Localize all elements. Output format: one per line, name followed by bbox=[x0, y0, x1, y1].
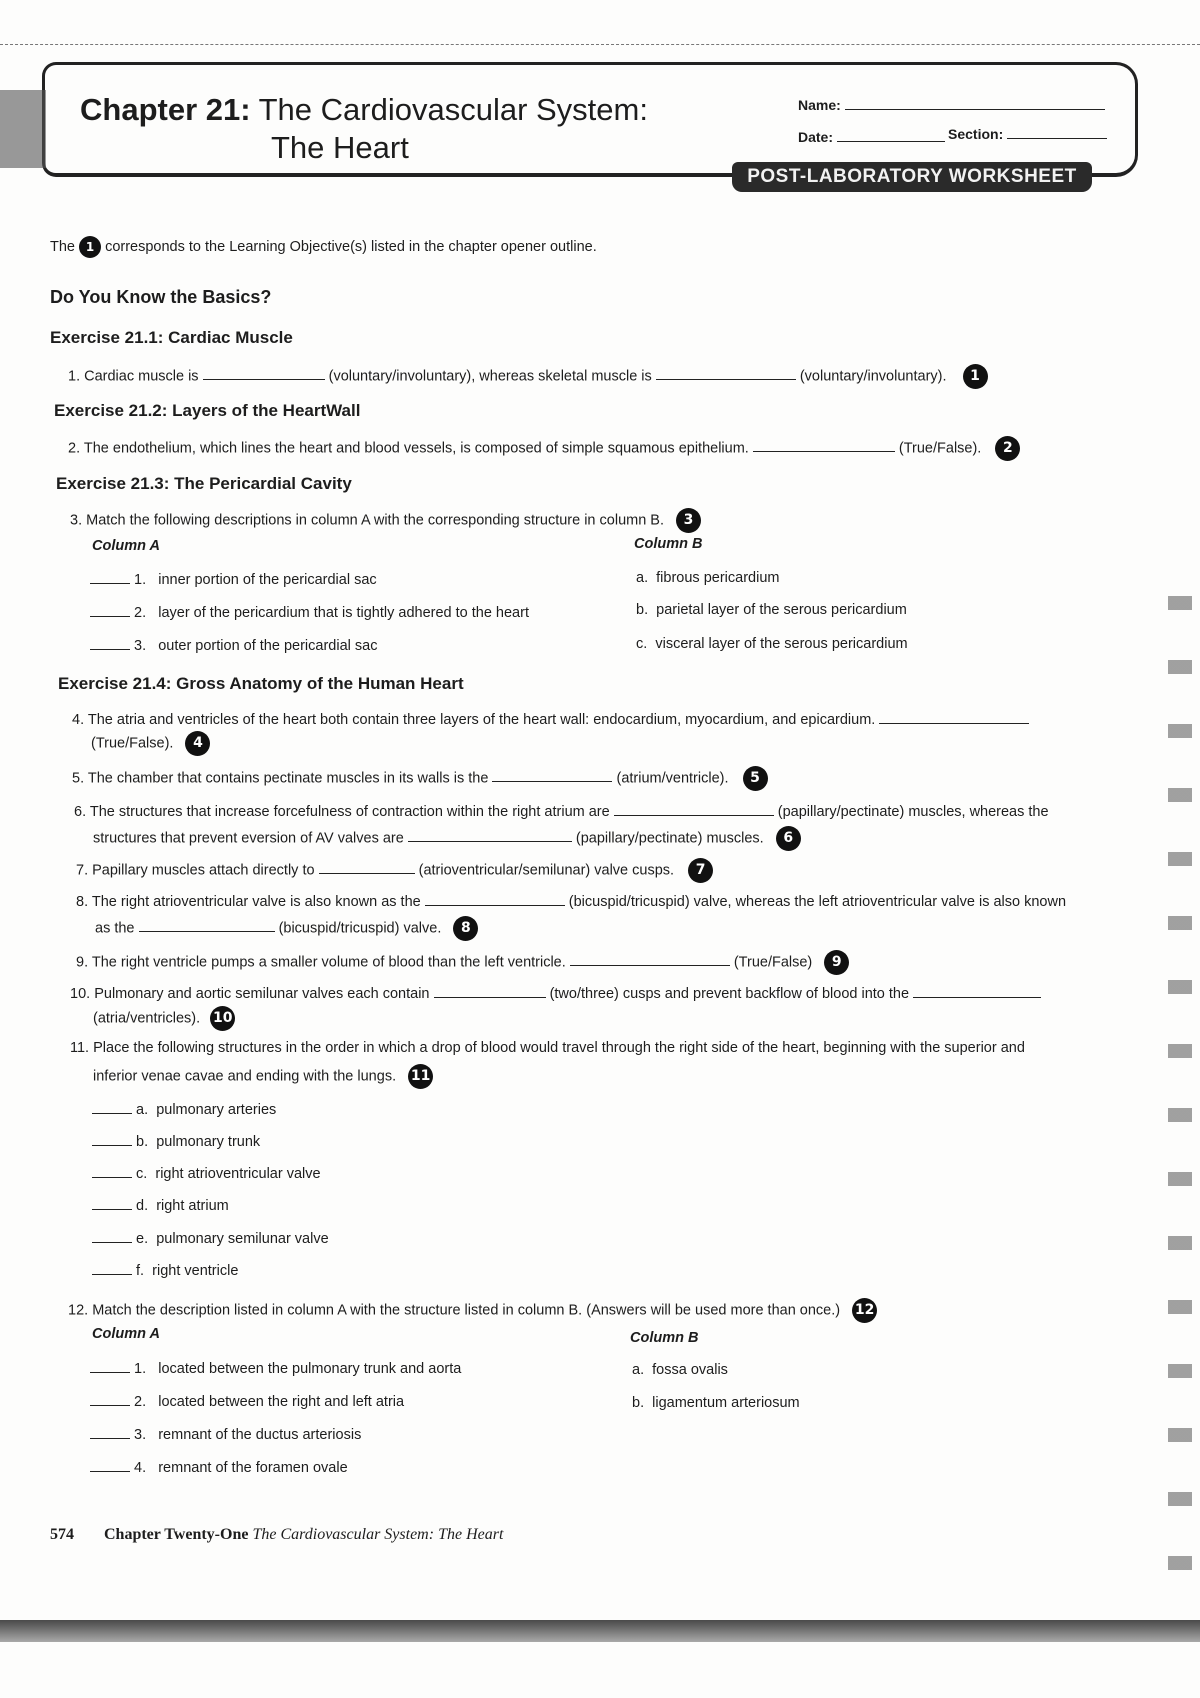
q10-text-c: (atria/ventricles). bbox=[93, 1010, 201, 1027]
q9-text-b: (True/False) bbox=[733, 954, 813, 971]
q11-letter-d: d. bbox=[136, 1198, 149, 1214]
q12-a-blank-4[interactable] bbox=[90, 1458, 130, 1472]
q9-line bbox=[76, 950, 849, 975]
q11-blank-b[interactable] bbox=[92, 1132, 132, 1146]
section-field[interactable] bbox=[948, 125, 1107, 142]
date-field[interactable] bbox=[798, 128, 945, 145]
q12-b-item-a bbox=[632, 1362, 728, 1378]
q10-blank-2[interactable] bbox=[913, 984, 1041, 998]
q11-number: 11. bbox=[70, 1040, 90, 1056]
objective-4-icon: 4 bbox=[185, 731, 210, 756]
q11-item-e bbox=[92, 1229, 329, 1247]
q3-b-item-c bbox=[636, 636, 908, 652]
q8-line2 bbox=[95, 916, 478, 941]
q12-a-blank-3[interactable] bbox=[90, 1425, 130, 1439]
q12-column-b-head: Column B bbox=[630, 1330, 699, 1346]
q12-a-num-3: 3. bbox=[134, 1427, 147, 1443]
q6-text-d: (papillary/pectinate) muscles. bbox=[575, 830, 764, 847]
q11-item-f bbox=[92, 1261, 238, 1279]
q7-number: 7. bbox=[76, 862, 89, 879]
q1-text-a: Cardiac muscle is bbox=[84, 368, 199, 385]
q10-number: 10. bbox=[70, 986, 91, 1002]
section-label: Section: bbox=[948, 126, 1004, 142]
q10-text-a: Pulmonary and aortic semilunar valves each contain bbox=[94, 986, 430, 1002]
objective-6-icon: 6 bbox=[776, 826, 801, 851]
q12-number: 12. bbox=[68, 1302, 89, 1319]
q1-number: 1. bbox=[68, 368, 81, 385]
name-field[interactable] bbox=[798, 96, 1105, 113]
q11-item-d bbox=[92, 1196, 229, 1214]
q12-b-text-b: ligamentum arteriosum bbox=[652, 1395, 800, 1411]
q8-text-a: The right atrioventricular valve is also known as the bbox=[91, 894, 421, 910]
q12-a-num-2: 2. bbox=[134, 1394, 147, 1410]
scan-bottom-edge bbox=[0, 1620, 1200, 1642]
q8-blank-1[interactable] bbox=[425, 892, 565, 906]
title-line1: The Cardiovascular System: bbox=[258, 92, 648, 127]
objective-marker-icon: 1 bbox=[79, 236, 101, 258]
q11-letter-c: c. bbox=[136, 1166, 148, 1182]
q11-letter-e: e. bbox=[136, 1231, 149, 1247]
q5-text-b: (atrium/ventricle). bbox=[616, 770, 729, 787]
q12-a-blank-1[interactable] bbox=[90, 1359, 130, 1373]
date-blank[interactable] bbox=[837, 128, 945, 142]
q5-number: 5. bbox=[72, 770, 85, 787]
objective-7-icon: 7 bbox=[688, 858, 713, 883]
q3-column-a-head: Column A bbox=[92, 538, 160, 554]
page-number: 574 bbox=[50, 1526, 74, 1543]
footer-title: The Cardiovascular System: The Heart bbox=[252, 1526, 504, 1543]
q12-column-a-head: Column A bbox=[92, 1326, 160, 1342]
q12-a-text-4: remnant of the foramen ovale bbox=[158, 1460, 348, 1476]
q3-text: Match the following descriptions in column A with the corresponding structure in column B. bbox=[86, 512, 665, 529]
q11-text-f-item: right ventricle bbox=[152, 1263, 239, 1279]
q12-a-item-4 bbox=[90, 1458, 348, 1476]
q3-line bbox=[70, 508, 701, 533]
q11-line1 bbox=[70, 1040, 1025, 1056]
q8-text-d: (bicuspid/tricuspid) valve. bbox=[278, 920, 442, 937]
name-label: Name: bbox=[798, 97, 841, 113]
name-blank[interactable] bbox=[845, 96, 1105, 110]
ex4-heading: Exercise 21.4: Gross Anatomy of the Human Heart bbox=[58, 674, 464, 693]
q3-b-item-a bbox=[636, 570, 779, 586]
q12-b-letter-a: a. bbox=[632, 1362, 645, 1378]
q10-text-b: (two/three) cusps and prevent backflow of blood into the bbox=[549, 986, 910, 1002]
q1-text-b: (voluntary/involuntary), whereas skeletal muscle is bbox=[328, 368, 652, 385]
q8-number: 8. bbox=[76, 894, 89, 910]
q11-letter-a: a. bbox=[136, 1102, 149, 1118]
q11-text-b-item: pulmonary trunk bbox=[156, 1134, 261, 1150]
q3-a-num-2: 2. bbox=[134, 605, 147, 621]
q7-text-b: (atrioventricular/semilunar) valve cusps. bbox=[418, 862, 675, 879]
q4-text-a: The atria and ventricles of the heart both contain three layers of the heart wall: endocardium, myocardium, and epicardium. bbox=[87, 712, 876, 728]
q3-b-letter-a: a. bbox=[636, 570, 649, 586]
ex1-heading: Exercise 21.1: Cardiac Muscle bbox=[50, 328, 293, 347]
q10-line1 bbox=[70, 984, 1041, 1002]
q3-a-blank-1[interactable] bbox=[90, 570, 130, 584]
q7-text-a: Papillary muscles attach directly to bbox=[92, 862, 315, 879]
q12-a-num-1: 1. bbox=[134, 1361, 147, 1377]
q11-text-a: Place the following structures in the order in which a drop of blood would travel through the right side of the heart, beginning with the superior and bbox=[93, 1040, 1025, 1056]
q2-text-a: The endothelium, which lines the heart and blood vessels, is composed of simple squamous epithelium. bbox=[83, 440, 749, 457]
intro-line bbox=[50, 236, 597, 258]
q4-text-b: (True/False). bbox=[91, 735, 174, 752]
q6-text-b: (papillary/pectinate) muscles, whereas the bbox=[777, 804, 1049, 820]
q11-item-a bbox=[92, 1100, 276, 1118]
q11-line2 bbox=[93, 1064, 433, 1089]
q12-a-text-1: located between the pulmonary trunk and aorta bbox=[158, 1361, 462, 1377]
q5-blank[interactable] bbox=[492, 768, 612, 782]
q11-text-c-item: right atrioventricular valve bbox=[155, 1166, 321, 1182]
q12-line bbox=[68, 1298, 877, 1323]
q3-a-blank-2[interactable] bbox=[90, 603, 130, 617]
q3-b-text-c: visceral layer of the serous pericardium bbox=[655, 636, 908, 652]
q11-text-d-item: right atrium bbox=[156, 1198, 229, 1214]
q11-blank-d[interactable] bbox=[92, 1196, 132, 1210]
q3-a-text-3: outer portion of the pericardial sac bbox=[158, 638, 378, 654]
q9-blank[interactable] bbox=[570, 952, 730, 966]
objective-1-icon: 1 bbox=[963, 364, 988, 389]
q10-line2 bbox=[93, 1006, 235, 1031]
q12-a-num-4: 4. bbox=[134, 1460, 147, 1476]
q11-letter-b: b. bbox=[136, 1134, 149, 1150]
q6-line1 bbox=[74, 802, 1049, 820]
intro-pre: The bbox=[50, 238, 75, 255]
q8-text-c: as the bbox=[95, 920, 135, 937]
q2-line bbox=[68, 436, 1020, 461]
q12-text: Match the description listed in column A with the structure listed in column B. (Answers will be used more than once.) bbox=[92, 1302, 841, 1319]
objective-11-icon: 11 bbox=[408, 1064, 433, 1089]
chapter-label: Chapter 21: bbox=[80, 92, 251, 127]
q3-a-blank-3[interactable] bbox=[90, 636, 130, 650]
objective-8-icon: 8 bbox=[453, 916, 478, 941]
q3-b-item-b bbox=[636, 602, 907, 618]
scan-top-edge bbox=[0, 44, 1200, 47]
q3-b-letter-b: b. bbox=[636, 602, 649, 618]
q11-blank-f[interactable] bbox=[92, 1261, 132, 1275]
q4-line2 bbox=[91, 731, 210, 756]
objective-3-icon: 3 bbox=[676, 508, 701, 533]
q3-number: 3. bbox=[70, 512, 83, 529]
q3-b-text-b: parietal layer of the serous pericardium bbox=[656, 602, 907, 618]
q12-b-item-b bbox=[632, 1395, 800, 1411]
objective-10-icon: 10 bbox=[210, 1006, 235, 1031]
q5-line bbox=[72, 766, 768, 791]
q11-item-c bbox=[92, 1164, 321, 1182]
q2-blank[interactable] bbox=[753, 438, 895, 452]
objective-2-icon: 2 bbox=[995, 436, 1020, 461]
q10-blank-1[interactable] bbox=[434, 984, 546, 998]
q8-blank-2[interactable] bbox=[139, 918, 275, 932]
intro-post: corresponds to the Learning Objective(s) listed in the chapter opener outline. bbox=[105, 238, 597, 255]
title-line2: The Heart bbox=[271, 130, 409, 165]
q12-a-text-2: located between the right and left atria bbox=[158, 1394, 405, 1410]
q6-number: 6. bbox=[74, 804, 87, 820]
q11-blank-e[interactable] bbox=[92, 1229, 132, 1243]
q12-a-text-3: remnant of the ductus arteriosis bbox=[158, 1427, 362, 1443]
q11-text-a-item: pulmonary arteries bbox=[156, 1102, 277, 1118]
q6-text-c: structures that prevent eversion of AV valves are bbox=[93, 830, 404, 847]
q12-a-blank-2[interactable] bbox=[90, 1392, 130, 1406]
q5-text-a: The chamber that contains pectinate muscles in its walls is the bbox=[87, 770, 489, 787]
q6-blank-1[interactable] bbox=[614, 802, 774, 816]
q12-a-item-3 bbox=[90, 1425, 361, 1443]
q1-text-c: (voluntary/involuntary). bbox=[799, 368, 947, 385]
q7-blank[interactable] bbox=[319, 860, 415, 874]
q11-blank-c[interactable] bbox=[92, 1164, 132, 1178]
worksheet-badge: POST-LABORATORY WORKSHEET bbox=[732, 162, 1092, 192]
q11-text-e-item: pulmonary semilunar valve bbox=[156, 1231, 329, 1247]
footer-chapter: Chapter Twenty-One bbox=[104, 1526, 249, 1543]
q4-line1 bbox=[72, 710, 1029, 728]
header-left-bar bbox=[0, 90, 46, 168]
q3-a-num-3: 3. bbox=[134, 638, 147, 654]
q12-a-item-1 bbox=[90, 1359, 461, 1377]
q2-number: 2. bbox=[68, 440, 81, 457]
ex3-heading: Exercise 21.3: The Pericardial Cavity bbox=[56, 474, 352, 493]
q12-b-text-a: fossa ovalis bbox=[652, 1362, 728, 1378]
q6-text-a: The structures that increase forcefulness of contraction within the right atrium are bbox=[89, 804, 610, 820]
q8-text-b: (bicuspid/tricuspid) valve, whereas the left atrioventricular valve is also known bbox=[568, 894, 1067, 910]
basics-heading: Do You Know the Basics? bbox=[50, 287, 272, 307]
q3-a-text-2: layer of the pericardium that is tightly adhered to the heart bbox=[158, 605, 529, 621]
q3-a-num-1: 1. bbox=[134, 572, 147, 588]
q1-blank-1[interactable] bbox=[203, 366, 325, 380]
q6-blank-2[interactable] bbox=[408, 828, 572, 842]
q6-line2 bbox=[93, 826, 801, 851]
q7-line bbox=[76, 858, 713, 883]
spiral-binding bbox=[1168, 560, 1192, 1600]
q11-text-b: inferior venae cavae and ending with the lungs. bbox=[93, 1068, 397, 1085]
section-blank[interactable] bbox=[1007, 125, 1107, 139]
q11-letter-f: f. bbox=[136, 1263, 145, 1279]
q3-a-item-2 bbox=[90, 603, 529, 621]
objective-9-icon: 9 bbox=[824, 950, 849, 975]
q9-number: 9. bbox=[76, 954, 89, 971]
q11-item-b bbox=[92, 1132, 260, 1150]
q12-a-item-2 bbox=[90, 1392, 404, 1410]
objective-5-icon: 5 bbox=[743, 766, 768, 791]
q4-blank[interactable] bbox=[879, 710, 1029, 724]
q4-number: 4. bbox=[72, 712, 85, 728]
q1-line bbox=[68, 364, 988, 389]
q8-line1 bbox=[76, 892, 1066, 910]
q3-column-b-head: Column B bbox=[634, 536, 703, 552]
q1-blank-2[interactable] bbox=[656, 366, 796, 380]
date-label: Date: bbox=[798, 129, 834, 145]
q3-a-item-3 bbox=[90, 636, 377, 654]
q3-b-letter-c: c. bbox=[636, 636, 648, 652]
ex2-heading: Exercise 21.2: Layers of the HeartWall bbox=[54, 401, 361, 420]
q3-b-text-a: fibrous pericardium bbox=[656, 570, 780, 586]
page-footer bbox=[50, 1526, 503, 1544]
q12-b-letter-b: b. bbox=[632, 1395, 645, 1411]
q3-a-item-1 bbox=[90, 570, 377, 588]
q3-a-text-1: inner portion of the pericardial sac bbox=[158, 572, 377, 588]
q2-text-b: (True/False). bbox=[898, 440, 982, 457]
q9-text-a: The right ventricle pumps a smaller volume of blood than the left ventricle. bbox=[91, 954, 566, 971]
chapter-title bbox=[80, 92, 648, 128]
objective-12-icon: 12 bbox=[852, 1298, 877, 1323]
q11-blank-a[interactable] bbox=[92, 1100, 132, 1114]
